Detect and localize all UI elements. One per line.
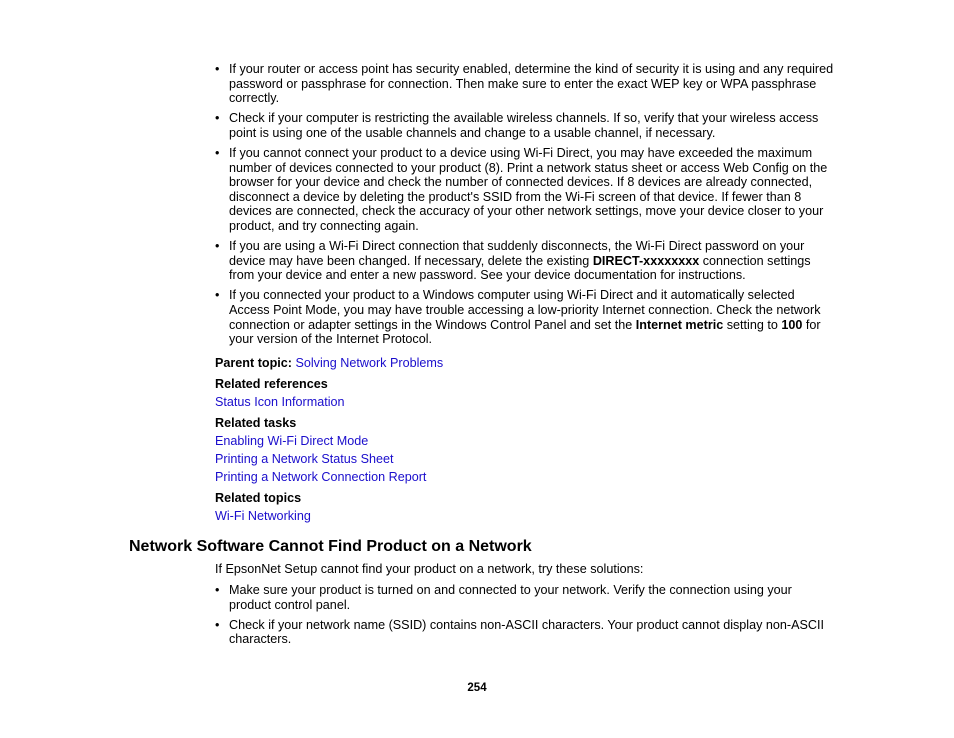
related-reference-link <box>215 394 345 410</box>
section-heading: Network Software Cannot Find Product on a Network <box>129 538 532 555</box>
text-segment: If you connected your product to a Windows computer using Wi-Fi Direct and it automatically selected Access Point Mode, you may have trouble accessing a low-priority Internet connection. Check the network connection or adapter settings in the Windows Control Panel and set the <box>229 288 821 332</box>
bullet-marker: • <box>215 111 220 126</box>
link-wifi-networking[interactable]: Wi-Fi Networking <box>215 509 311 523</box>
text-segment: for your version of the Internet Protocol. <box>229 317 821 347</box>
link-network-connection-report[interactable]: Printing a Network Connection Report <box>215 470 427 484</box>
related-task-link <box>215 433 368 449</box>
bold-term: 100 <box>781 317 803 332</box>
troubleshooting-bullet-list <box>215 62 835 352</box>
related-topic-link <box>215 508 311 524</box>
bullet-marker: • <box>215 617 220 632</box>
text-segment: setting to <box>723 317 782 332</box>
list-item <box>215 62 835 106</box>
text-segment: If you are using a Wi-Fi Direct connection that suddenly disconnects, the Wi-Fi Direct password on your device may have been changed. If necessary, delete the existing <box>229 239 805 268</box>
list-item <box>215 111 835 140</box>
text-segment: connection settings from your device and enter a new password. See your device documentation for instructions. <box>229 253 811 283</box>
bullet-text: Check if your computer is restricting the available wireless channels. If so, verify that your wireless access point is using one of the usable channels and change to a usable channel, if necessary. <box>229 111 819 140</box>
related-references-heading: Related references <box>215 377 328 391</box>
parent-topic-link[interactable]: Solving Network Problems <box>295 356 444 370</box>
related-task-link <box>215 469 426 485</box>
bullet-marker: • <box>215 583 220 597</box>
solutions-bullet-list <box>215 583 835 652</box>
parent-topic-row <box>215 355 443 371</box>
list-item <box>215 239 835 283</box>
bullet-marker: • <box>215 288 220 303</box>
bullet-text: If your router or access point has security enabled, determine the kind of security it is using and any required password or passphrase for connection. Then make sure to enter the exact WEP key or WPA passphrase correctly. <box>229 62 834 106</box>
bullet-marker: • <box>215 62 220 76</box>
list-item <box>215 146 835 234</box>
bullet-text <box>229 239 835 283</box>
bullet-text: If you cannot connect your product to a device using Wi-Fi Direct, you may have exceeded the maximum number of devices connected to your product (8). Print a network status sheet or access Web Config on the browser for your device and check the number of connected devices. If 8 devices are already connected, disconnect a device by deleting the product's SSID from the Wi-Fi screen of that device. If fewer than 8 devices are connected, check the accuracy of your other network settings, move your device closer to your product, and try connecting again. <box>229 145 828 233</box>
bullet-text: Make sure your product is turned on and connected to your network. Verify the connection using your product control panel. <box>229 583 792 612</box>
related-task-link <box>215 451 394 467</box>
list-item <box>215 618 835 647</box>
bold-term: Internet metric <box>635 317 724 332</box>
bullet-marker: • <box>215 239 220 254</box>
parent-topic-label: Parent topic: <box>215 356 292 370</box>
bold-term: DIRECT-xxxxxxxx <box>592 253 700 268</box>
link-status-icon-information[interactable]: Status Icon Information <box>215 395 345 409</box>
list-item <box>215 288 835 346</box>
bullet-marker: • <box>215 145 220 160</box>
related-topics-heading: Related topics <box>215 491 302 505</box>
related-tasks-heading: Related tasks <box>215 416 297 430</box>
bullet-text: Check if your network name (SSID) contains non-ASCII characters. Your product cannot display non-ASCII characters. <box>229 617 824 647</box>
bullet-text <box>229 288 835 346</box>
link-network-status-sheet[interactable]: Printing a Network Status Sheet <box>215 452 394 466</box>
list-item <box>215 583 835 612</box>
page-number: 254 <box>467 682 487 694</box>
link-enabling-wifi-direct[interactable]: Enabling Wi-Fi Direct Mode <box>215 434 369 448</box>
section-intro: If EpsonNet Setup cannot find your product on a network, try these solutions: <box>215 562 644 576</box>
